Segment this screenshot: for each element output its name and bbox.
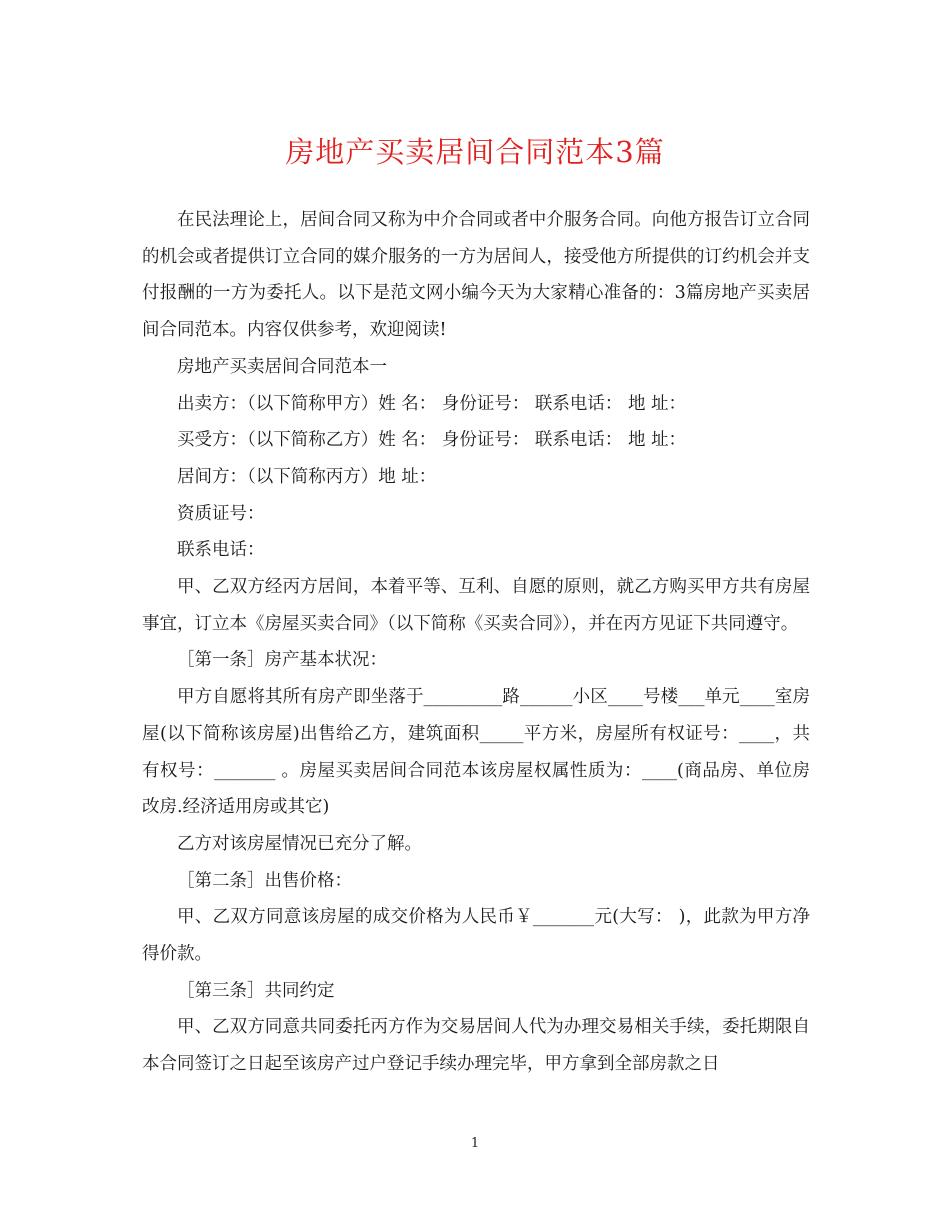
paragraph-broker: 居间方：（以下简称丙方）地 址：: [177, 466, 437, 487]
paragraph-buyer: 买受方：（以下简称乙方）姓 名： 身份证号： 联系电话： 地 址：: [177, 430, 687, 451]
paragraph-buyer-aware: 乙方对该房屋情况已充分了解。: [177, 833, 422, 854]
paragraph-intro: 在民法理论上，居间合同又称为中介合同或者中介服务合同。向他方报告订立合同的机会或者提供订立合同的媒介服务的一方为居间人，接受他方所提供的订约机会并支付报酬的一方为委托人。以下是范文网小编今天为大家精心准备的：3篇房地产买卖居间合同范本。内容仅供参考，欢迎阅读!: [142, 210, 810, 341]
document-title: 房地产买卖居间合同范本3篇: [285, 135, 665, 169]
paragraph-phone: 联系电话：: [177, 540, 265, 561]
paragraph-article-2-body: 甲、乙双方同意该房屋的成交价格为人民币￥_______元(大写： )，此款为甲方净得价款。: [142, 907, 810, 965]
paragraph-sample-heading: 房地产买卖居间合同范本一: [177, 356, 387, 377]
paragraph-agreement: 甲、乙双方经丙方居间，本着平等、互利、自愿的原则，就乙方购买甲方共有房屋事宜，订立本《房屋买卖合同》（以下简称《买卖合同》），并在丙方见证下共同遵守。: [142, 577, 810, 634]
paragraph-article-2-heading: ［第二条］出售价格：: [177, 870, 352, 891]
paragraph-article-1-heading: ［第一条］房产基本状况：: [177, 650, 387, 671]
paragraph-article-3-heading: ［第三条］共同约定: [177, 980, 335, 1001]
paragraph-qualification: 资质证号：: [177, 503, 265, 524]
paragraph-article-3-body: 甲、乙双方同意共同委托丙方作为交易居间人代为办理交易相关手续，委托期限自本合同签订之日起至该房产过户登记手续办理完毕，甲方拿到全部房款之日: [142, 1017, 810, 1075]
page-number: 1: [470, 1136, 480, 1151]
paragraph-article-1-body: 甲方自愿将其所有房产即坐落于_________路______小区____号楼___单元____室房屋(以下简称该房屋)出售给乙方，建筑面积_____平方米，房屋所有权证号：____，共有权号：_______ 。房屋买卖居间合同范本该房屋权属性质为：____(商品房、单位房改房.经济适用房或其它): [142, 687, 810, 818]
document-body: [142, 202, 810, 1083]
paragraph-seller: 出卖方：（以下简称甲方）姓 名： 身份证号： 联系电话： 地 址：: [177, 393, 687, 414]
